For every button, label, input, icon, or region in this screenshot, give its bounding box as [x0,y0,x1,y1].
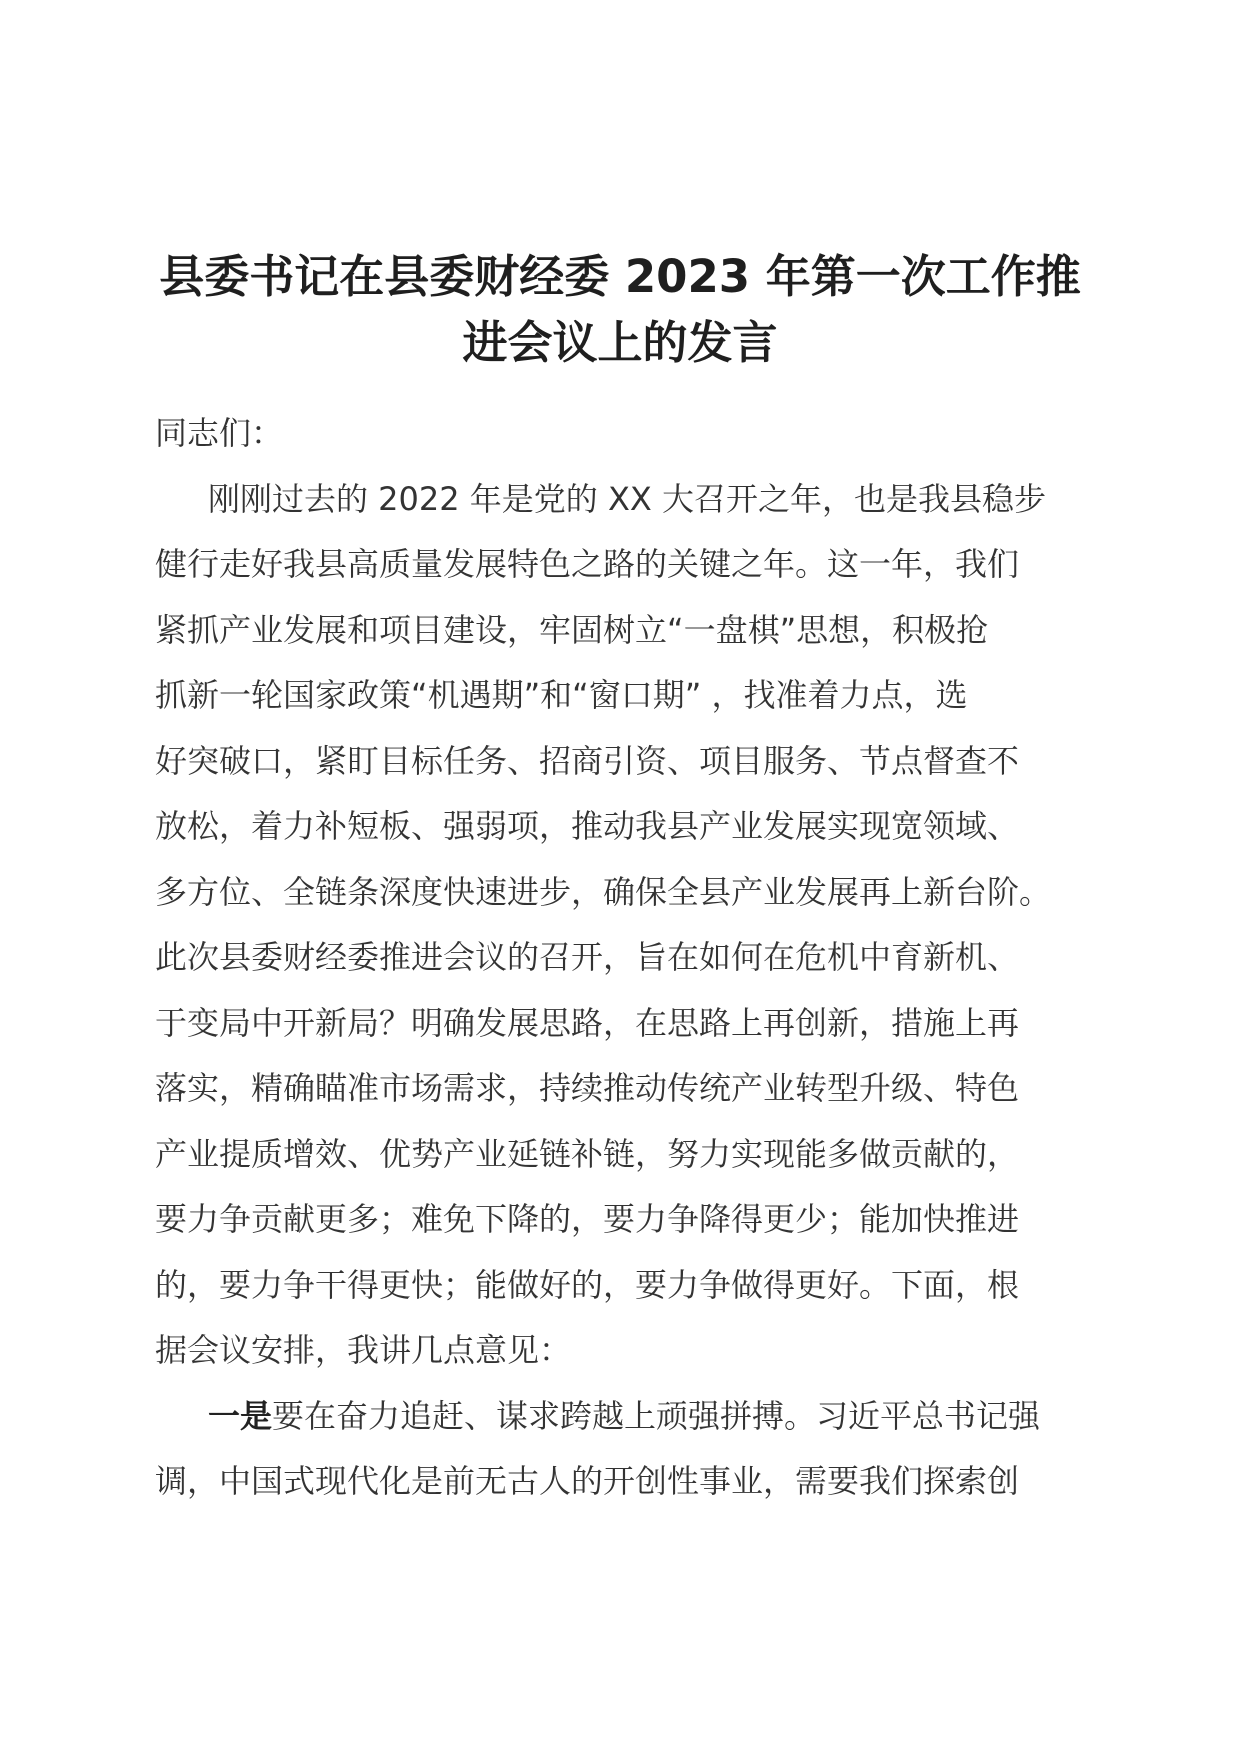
paragraph-line: 健行走好我县高质量发展特色之路的关键之年。这一年，我们 [155,545,1020,583]
paragraph-line: 此次县委财经委推进会议的召开，旨在如何在危机中育新机、 [155,938,1020,976]
paragraph-line: 落实，精确瞄准市场需求，持续推动传统产业转型升级、特色 [155,1069,1020,1107]
title-line: 县委书记在县委财经委 2023 年第一次工作推 [159,250,1081,303]
document-body [155,401,1085,1515]
paragraph-line [155,1384,1085,1450]
paragraph-line: 的，要力争干得更快；能做好的，要力争做得更好。下面，根 [155,1265,1020,1304]
paragraph-line: 于变局中开新局？明确发展思路，在思路上再创新，措施上再 [155,1003,1020,1042]
paragraph-line: 产业提质增效、优势产业延链补链，努力实现能多做贡献的， [155,1134,1020,1173]
paragraph-line: 据会议安排，我讲几点意见： [155,1331,572,1369]
paragraph-line: 多方位、全链条深度快速进步，确保全县产业发展再上新台阶。 [155,872,1052,911]
paragraph-line: 紧抓产业发展和项目建设，牢固树立“一盘棋”思想，积极抢 [155,610,989,649]
paragraph-line: 要力争贡献更多；难免下降的，要力争降得更少；能加快推进 [155,1200,1020,1238]
title-line: 进会议上的发言 [462,316,778,369]
point-text: 要在奋力追赶、谋求跨越上顽强拼搏。习近平总书记强 [272,1396,1041,1435]
document-title [150,244,1090,376]
paragraph-line: 刚刚过去的 2022 年是党的 XX 大召开之年，也是我县稳步 [208,479,1046,518]
paragraph-line: 调，中国式现代化是前无古人的开创性事业，需要我们探索创 [155,1462,1020,1500]
paragraph-line: 放松，着力补短板、强弱项，推动我县产业发展实现宽领域、 [155,807,1020,845]
paragraph-line: 好突破口，紧盯目标任务、招商引资、项目服务、节点督查不 [155,741,1020,780]
paragraph-line: 抓新一轮国家政策“机遇期”和“窗口期” ，找准着力点，选 [155,676,968,714]
point-lead: 一是 [208,1396,273,1435]
salutation: 同志们： [155,414,284,452]
